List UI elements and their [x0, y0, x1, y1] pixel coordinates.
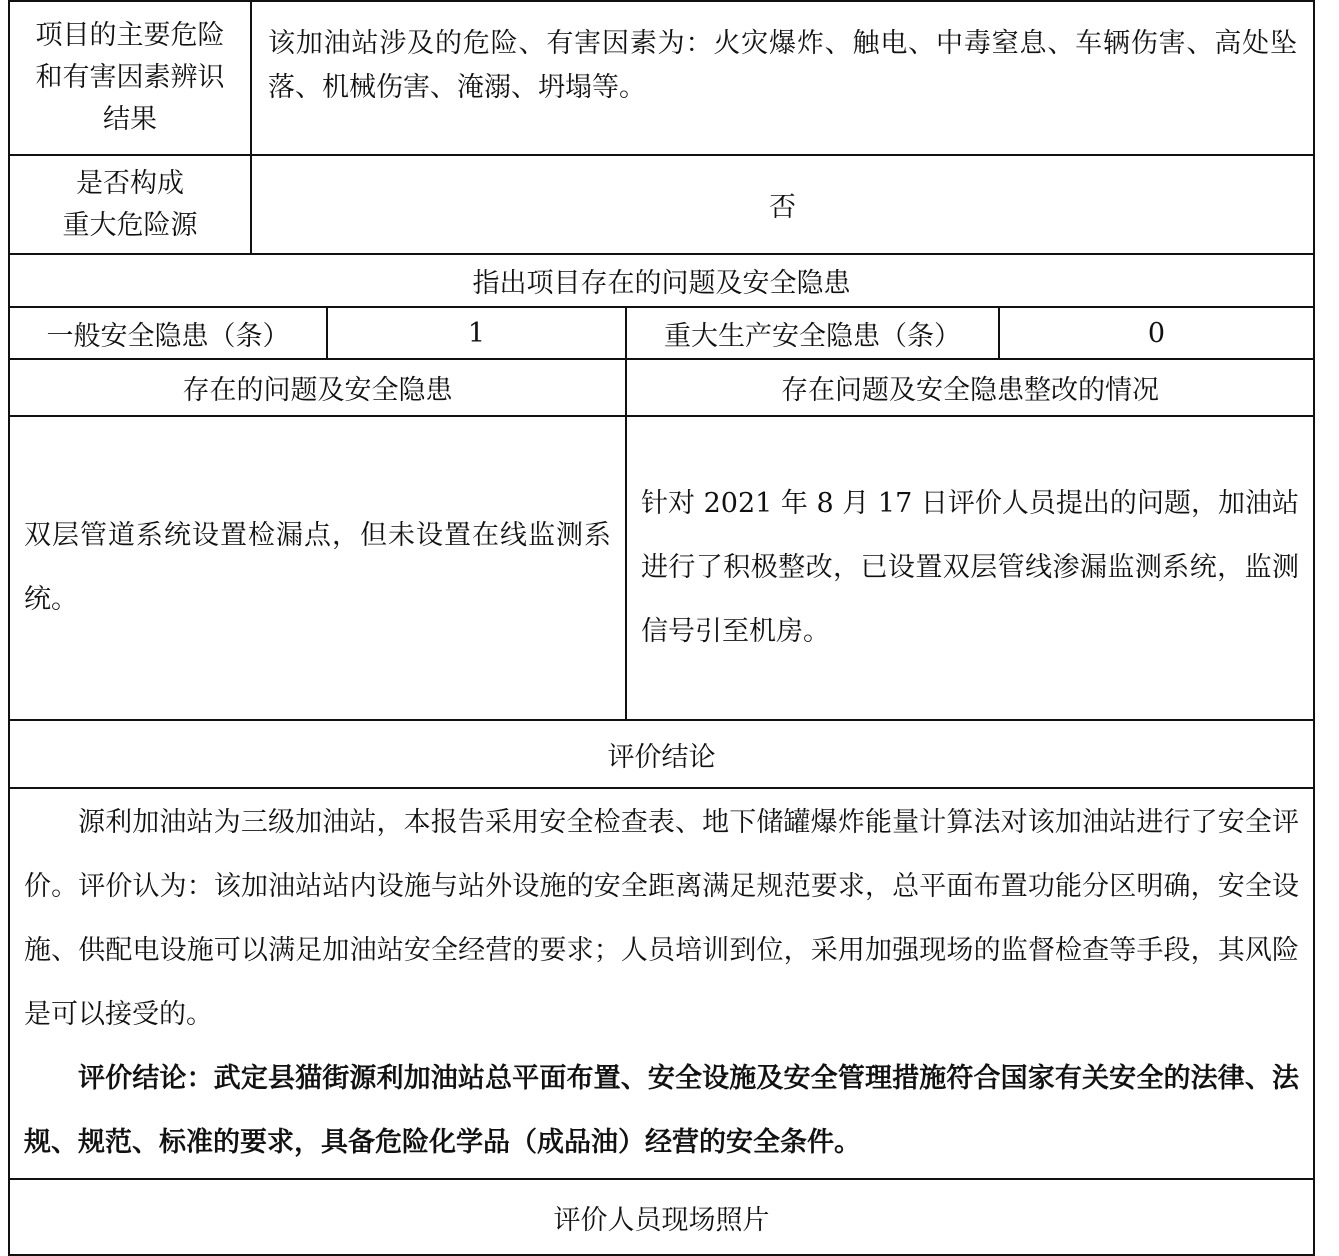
photos-header [8, 1178, 1315, 1256]
major-hazard-label-line-2: 重大危险源 [62, 209, 198, 241]
major-hazard-value: 否 [769, 192, 796, 223]
hazards-label-cell [8, 0, 252, 156]
rectification-text: 针对 2021 年 8 月 17 日评价人员提出的问题，加油站进行了积极整改，已设置双层管线渗漏监测系统，监测信号引至机房。 [641, 488, 1299, 647]
problem-cell [8, 415, 627, 721]
conclusion-statement: 评价结论：武定县猫街源利加油站总平面布置、安全设施及安全管理措施符合国家有关安全的法律、法规、规范、标准的要求，具备危险化学品（成品油）经营的安全条件。 [24, 1063, 1299, 1158]
general-hazard-count-value-cell [326, 306, 627, 360]
photos-header-label: 评价人员现场照片 [553, 1204, 770, 1236]
issues-col1-header-label: 存在的问题及安全隐患 [182, 375, 453, 406]
major-hazard-count-value-cell [998, 306, 1315, 360]
rectification-cell [625, 415, 1315, 721]
hazards-label-line-1: 项目的主要危险 [35, 20, 225, 51]
hazards-value-cell [250, 0, 1315, 156]
major-hazard-count-value: 0 [1147, 317, 1166, 349]
major-hazard-count-label: 重大生产安全隐患（条） [664, 320, 961, 352]
general-hazard-count-value: 1 [467, 317, 486, 349]
major-hazard-count-label-cell [625, 306, 1000, 360]
major-hazard-label-line-1: 是否构成 [76, 167, 184, 199]
major-hazard-value-cell [250, 154, 1315, 255]
conclusion-header [8, 719, 1315, 789]
major-hazard-label-cell [8, 154, 252, 255]
issues-col2-header [625, 358, 1315, 417]
general-hazard-count-label-cell [8, 306, 328, 360]
hazards-label-line-3: 结果 [103, 104, 157, 135]
issues-section-header [8, 253, 1315, 308]
issues-col1-header [8, 358, 627, 417]
conclusion-header-label: 评价结论 [607, 741, 716, 773]
general-hazard-count-label: 一般安全隐患（条） [46, 320, 290, 352]
issues-section-title: 指出项目存在的问题及安全隐患 [472, 268, 851, 299]
problem-text: 双层管道系统设置检漏点，但未设置在线监测系统。 [24, 520, 611, 615]
issues-col2-header-label: 存在问题及安全隐患整改的情况 [781, 375, 1159, 406]
conclusion-paragraph: 源利加油站为三级加油站，本报告采用安全检查表、地下储罐爆炸能量计算法对该加油站进行了安全评价。评价认为：该加油站站内设施与站外设施的安全距离满足规范要求，总平面布置功能分区明确，安全设施、供配电设施可以满足加油站安全经营的要求；人员培训到位，采用加强现场的监督检查等手段，其风险是可以接受的。 [24, 807, 1299, 1030]
hazards-value: 该加油站涉及的危险、有害因素为：火灾爆炸、触电、中毒窒息、车辆伤害、高处坠落、机械伤害、淹溺、坍塌等。 [268, 28, 1297, 103]
conclusion-body-cell [8, 787, 1315, 1180]
hazards-label-line-2: 和有害因素辨识 [35, 62, 225, 93]
